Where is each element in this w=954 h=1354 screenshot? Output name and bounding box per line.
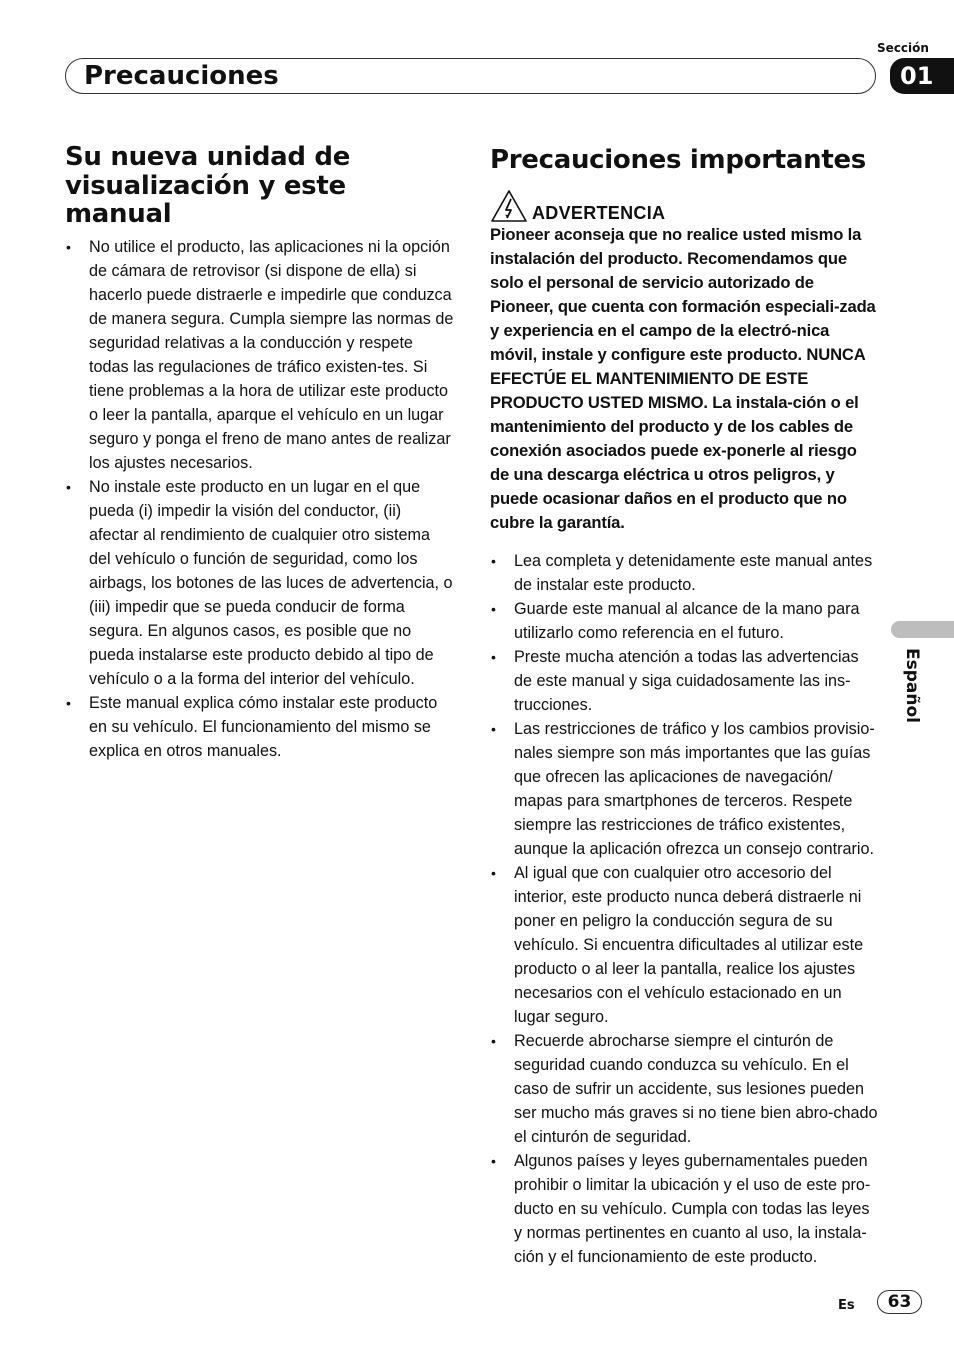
right-section-heading: Precauciones importantes — [490, 145, 866, 175]
bullet-icon: • — [491, 600, 496, 617]
list-item-text: Lea completa y detenidamente este manual antes de instalar este producto. — [514, 551, 873, 594]
list-item-text: Las restricciones de tráfico y los cambios provisio-nales siempre son más importantes que las guías que ofrecen las aplicaciones de navegación/ mapas para smartphones de terceros. Respete siempre las restricciones de tráfico existentes, aunque la aplicación ofrezca un consejo contrario. — [514, 719, 875, 858]
page-title: Precauciones — [84, 61, 279, 91]
bullet-icon: • — [491, 1152, 496, 1169]
list-item — [490, 861, 880, 1029]
list-item-text: Este manual explica cómo instalar este producto en su vehículo. El funcionamiento del mismo se explica en otros manuales. — [89, 693, 438, 760]
warning-label: ADVERTENCIA — [532, 202, 666, 223]
bullet-icon: • — [66, 238, 71, 255]
language-label: Español — [902, 648, 922, 723]
bullet-icon: • — [491, 864, 496, 881]
section-label: Sección — [877, 41, 929, 55]
list-item — [490, 549, 880, 597]
list-item — [65, 691, 455, 763]
list-item-text: No utilice el producto, las aplicaciones ni la opción de cámara de retrovisor (si dispone de ella) si hacerlo puede distraerle e impedirle que conduzca de manera segura. Cumpla siempre las normas de seguridad relativas a la conducción y respete todas las regulaciones de tráfico existen-tes. Si tiene problemas a la hora de utilizar este producto o leer la pantalla, aparque el vehículo en un lugar seguro y ponga el freno de mano antes de realizar los ajustes necesarios. — [89, 237, 454, 472]
list-item — [490, 645, 880, 717]
list-item — [490, 1029, 880, 1149]
list-item-text: Preste mucha atención a todas las advertencias de este manual y siga cuidadosamente las ins-trucciones. — [514, 647, 859, 714]
warning-text: Pioneer aconseja que no realice usted mismo la instalación del producto. Recomendamos que solo el personal de servicio autorizado de Pioneer, que cuenta con formación especiali-zada y experiencia en el campo de la electró-nica móvil, instale y configure este producto. NUNCA EFECTÚE EL MANTENIMIENTO DE ESTE PRODUCTO USTED MISMO. La instala-ción o el mantenimiento del producto y de los cables de conexión asociados puede ex-ponerle al riesgo de una descarga eléctrica u otros peligros, y puede ocasionar daños en el producto que no cubre la garantía. — [490, 224, 876, 532]
bullet-icon: • — [66, 478, 71, 495]
footer-language-code: Es — [838, 1298, 855, 1313]
bullet-icon: • — [491, 648, 496, 665]
list-item — [65, 235, 455, 475]
language-side-tab — [891, 621, 954, 638]
section-number-badge: 01 — [890, 58, 954, 94]
left-section-heading: Su nueva unidad de visualización y este manual — [65, 142, 351, 229]
list-item-text: Al igual que con cualquier otro accesorio del interior, este producto nunca deberá distraerle ni poner en peligro la conducción segura de su vehículo. Si encuentra dificultades al utilizar este producto o al leer la pantalla, realice los ajustes necesarios con el vehículo estacionado en un lugar seguro. — [514, 863, 864, 1026]
right-column — [490, 143, 880, 1269]
list-item-text: Algunos países y leyes gubernamentales pueden prohibir o limitar la ubicación y el uso de este pro-ducto en su vehículo. Cumpla con todas las leyes y normas pertinentes en cuanto al uso, la instala-ción y el funcionamiento de este producto. — [514, 1151, 871, 1266]
page-number: 63 — [877, 1290, 922, 1314]
bullet-icon: • — [491, 1032, 496, 1049]
left-column — [65, 143, 455, 763]
list-item — [490, 1149, 880, 1269]
warning-header — [490, 189, 880, 223]
list-item-text: No instale este producto en un lugar en el que pueda (i) impedir la visión del conductor, (ii) afectar al rendimiento de cualquier otro sistema del vehículo o función de seguridad, como los airbags, los botones de las luces de advertencia, o (iii) impedir que se pueda conducir de forma segura. En algunos casos, es posible que no pueda instalarse este producto debido al tipo de vehículo o a la forma del interior del vehículo. — [89, 477, 453, 688]
list-item — [65, 475, 455, 691]
list-item-text: Recuerde abrocharse siempre el cinturón de seguridad cuando conduzca su vehículo. En el caso de sufrir un accidente, sus lesiones pueden ser mucho más graves si no tiene bien abro-chado el cinturón de seguridad. — [514, 1031, 878, 1146]
list-item — [490, 717, 880, 861]
left-bullet-list — [65, 235, 455, 763]
bullet-icon: • — [491, 552, 496, 569]
bullet-icon: • — [66, 694, 71, 711]
list-item — [490, 597, 880, 645]
right-bullet-list — [490, 549, 880, 1269]
list-item-text: Guarde este manual al alcance de la mano para utilizarlo como referencia en el futuro. — [514, 599, 860, 642]
warning-triangle-lightning-icon — [490, 189, 528, 223]
bullet-icon: • — [491, 720, 496, 737]
